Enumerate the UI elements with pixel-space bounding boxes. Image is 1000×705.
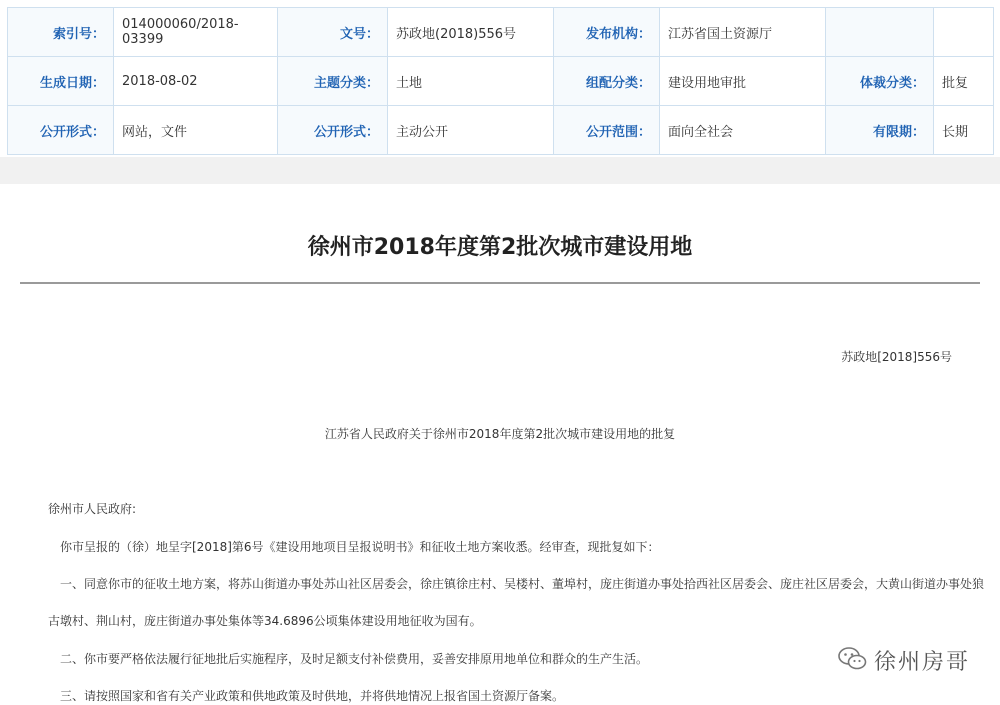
- empty-label-cell: [826, 8, 934, 57]
- section-separator-band: [0, 157, 1000, 184]
- document-title: 徐州市2018年度第2批次城市建设用地: [307, 235, 693, 260]
- watermark-text: 徐州房哥: [873, 650, 970, 675]
- disclosure-scope-label: 公开范围：: [554, 106, 660, 155]
- genre-category-label: 体裁分类：: [826, 57, 934, 106]
- wechat-icon: [838, 646, 868, 676]
- disclosure-form-label: 公开形式：: [8, 106, 114, 155]
- disclosure-form-value: 网站，文件: [114, 106, 278, 155]
- issuing-agency-label: 发布机构：: [554, 8, 660, 57]
- document-number-value: 苏政地(2018)556号: [388, 8, 554, 57]
- validity-label: 有限期：: [826, 106, 934, 155]
- assembly-category-value: 建设用地审批: [660, 57, 826, 106]
- empty-value-cell: [934, 8, 994, 57]
- disclosure-type-label: 公开形式：: [278, 106, 388, 155]
- title-divider: [20, 282, 980, 284]
- body-paragraph: 古墩村、荆山村，庞庄街道办事处集体等34.6896公顷集体建设用地征收为国有。: [48, 614, 482, 628]
- body-paragraph: 三、请按照国家和省有关产业政策和供地政策及时供地，并将供地情况上报省国土资源厅备案。: [60, 689, 565, 703]
- topic-category-label: 主题分类：: [278, 57, 388, 106]
- body-paragraph: 一、同意你市的征收土地方案，将苏山街道办事处苏山社区居委会，徐庄镇徐庄村、吴楼村、董埠村，庞庄街道办事处拾西社区居委会、庞庄社区居委会，大黄山街道办事处狼: [60, 577, 985, 591]
- metadata-row: [8, 8, 994, 57]
- created-date-label: 生成日期：: [8, 57, 114, 106]
- body-paragraph: 二、你市要严格依法履行征地批后实施程序，及时足额支付补偿费用，妥善安排原用地单位和群众的生产生活。: [60, 652, 649, 666]
- watermark: [838, 645, 970, 676]
- index-number-value: 014000060/2018-03399: [114, 8, 278, 57]
- validity-value: 长期: [934, 106, 994, 155]
- disclosure-scope-value: 面向全社会: [660, 106, 826, 155]
- document-number: 苏政地[2018]556号: [841, 350, 952, 364]
- addressee: 徐州市人民政府:: [48, 502, 137, 516]
- assembly-category-label: 组配分类：: [554, 57, 660, 106]
- document-number-label: 文号：: [278, 8, 388, 57]
- body-paragraph: 你市呈报的（徐）地呈字[2018]第6号《建设用地项目呈报说明书》和征收土地方案收悉。经审查，现批复如下：: [60, 540, 660, 554]
- metadata-table: [7, 7, 994, 155]
- issuing-agency-value: 江苏省国土资源厅: [660, 8, 826, 57]
- topic-category-value: 土地: [388, 57, 554, 106]
- created-date-value: 2018-08-02: [114, 57, 278, 106]
- metadata-row: [8, 57, 994, 106]
- genre-category-value: 批复: [934, 57, 994, 106]
- disclosure-type-value: 主动公开: [388, 106, 554, 155]
- metadata-row: [8, 106, 994, 155]
- document-subtitle: 江苏省人民政府关于徐州市2018年度第2批次城市建设用地的批复: [324, 427, 676, 441]
- index-number-label: 索引号：: [8, 8, 114, 57]
